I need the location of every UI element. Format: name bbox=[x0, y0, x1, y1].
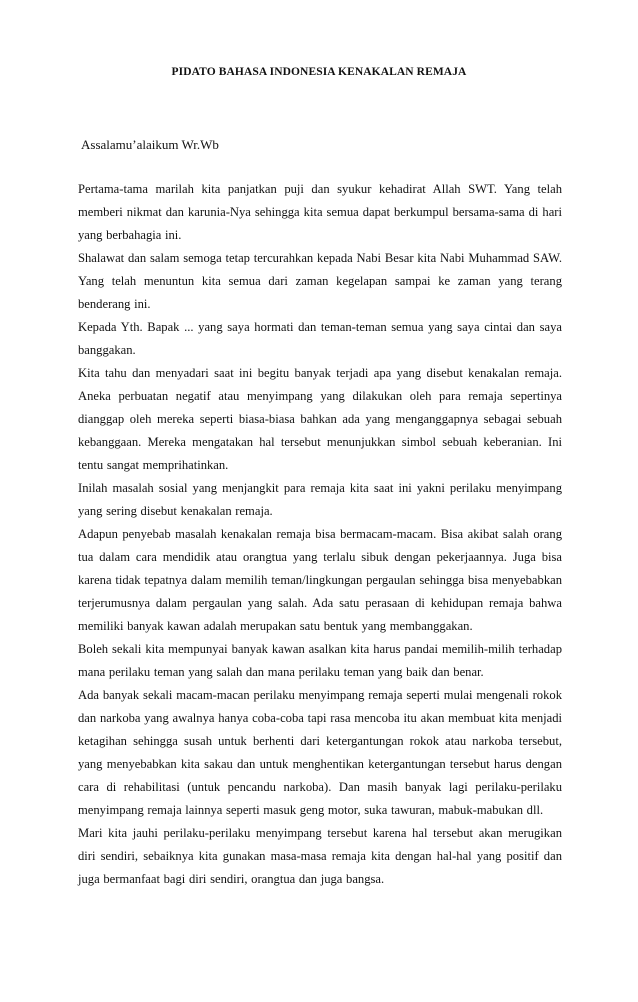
paragraph-shalawat: Shalawat dan salam semoga tetap tercurahkan kepada Nabi Besar kita Nabi Muhammad SAW. Yang telah menuntun kita semua dari zaman kegelapan sampai ke zaman yang terang benderang ini. bbox=[78, 251, 562, 311]
paragraph-penutup: Mari kita jauhi perilaku-perilaku menyimpang tersebut karena hal tersebut akan merugikan diri sendiri, sebaiknya kita gunakan masa-masa remaja kita dengan hal-hal yang positif dan juga bermanfaat bagi diri sendiri, orangtua dan juga bangsa. bbox=[78, 826, 562, 886]
paragraph-memilih-kawan: Boleh sekali kita mempunyai banyak kawan asalkan kita harus pandai memilih-milih terhadap mana perilaku teman yang salah dan mana perilaku teman yang baik dan benar. bbox=[78, 642, 562, 679]
paragraph-penyebab: Adapun penyebab masalah kenakalan remaja bisa bermacam-macam. Bisa akibat salah orang tua dalam cara mendidik atau orangtua yang terlalu sibuk dengan pekerjaannya. Juga bisa karena tidak tepatnya dalam memilih teman/lingkungan pergaulan sehingga bisa menyebabkan terjerumusnya dalam pergaulan yang salah. Ada satu perasaan di kehidupan remaja bahwa memiliki banyak kawan adalah merupakan satu bentuk yang membanggakan. bbox=[78, 527, 562, 633]
paragraph-kenakalan-intro: Kita tahu dan menyadari saat ini begitu banyak terjadi apa yang disebut kenakalan remaja. Aneka perbuatan negatif atau menyimpang yang dilakukan oleh para remaja sepertinya dianggap oleh mereka seperti biasa-biasa bahkan ada yang menganggapnya sebagai sebuah kebanggaan. Mereka mengatakan hal tersebut menunjukkan simbol sebuah keberanian. Ini tentu sangat memprihatinkan. bbox=[78, 366, 562, 472]
paragraph-masalah-sosial: Inilah masalah sosial yang menjangkit para remaja kita saat ini yakni perilaku menyimpang yang sering disebut kenakalan remaja. bbox=[78, 481, 562, 518]
document-body bbox=[78, 178, 562, 891]
paragraph-salutation: Kepada Yth. Bapak ... yang saya hormati dan teman-teman semua yang saya cintai dan saya banggakan. bbox=[78, 320, 562, 357]
greeting: Assalamu’alaikum Wr.Wb bbox=[81, 137, 219, 152]
paragraph-opening: Pertama-tama marilah kita panjatkan puji dan syukur kehadirat Allah SWT. Yang telah memberi nikmat dan karunia-Nya sehingga kita semua dapat berkumpul bersama-sama di hari yang berbahagia ini. bbox=[78, 182, 562, 242]
document-title: PIDATO BAHASA INDONESIA KENAKALAN REMAJA bbox=[171, 66, 467, 78]
paragraph-perilaku-menyimpang: Ada banyak sekali macam-macan perilaku menyimpang remaja seperti mulai mengenali rokok dan narkoba yang awalnya hanya coba-coba tapi rasa mencoba itu akan membuat kita menjadi ketagihan sehingga susah untuk berhenti dari ketergantungan rokok atau narkoba tersebut, yang menyebabkan kita sakau dan untuk menghentikan ketergantungan tersebut harus dengan cara di rehabilitasi (untuk pencandu narkoba). Dan masih banyak lagi perilaku-perilaku menyimpang remaja lainnya seperti masuk geng motor, suka tawuran, mabuk-mabukan dll. bbox=[78, 688, 562, 817]
